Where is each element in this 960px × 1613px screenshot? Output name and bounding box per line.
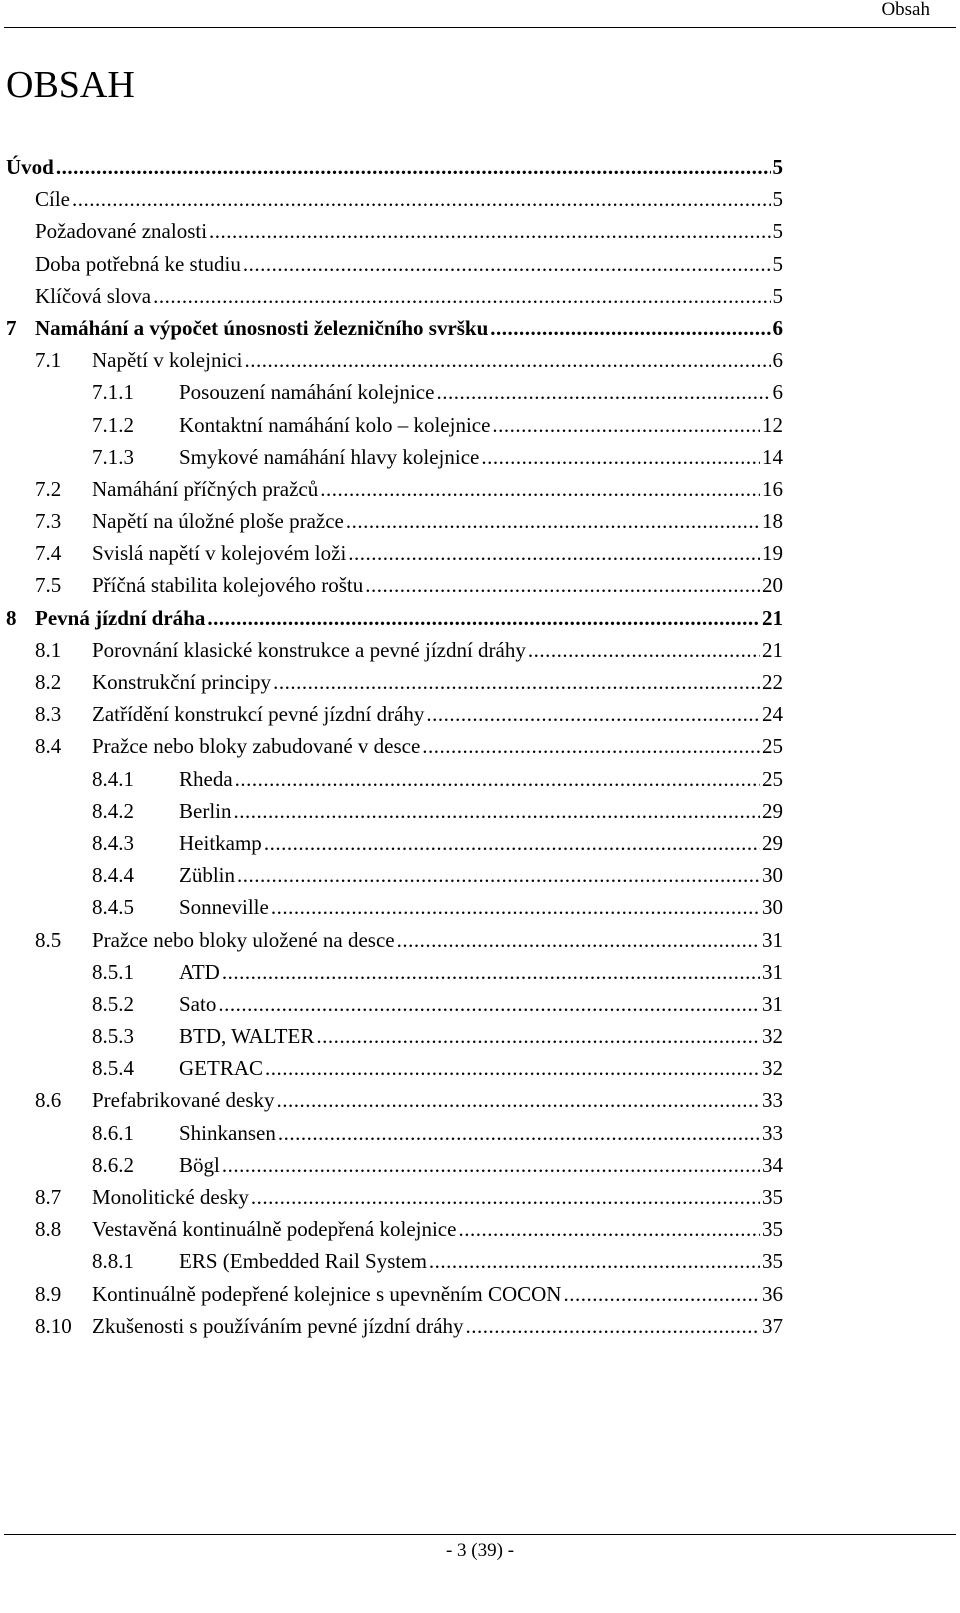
toc-leader-dots: [218, 988, 760, 1020]
toc-entry[interactable]: [6, 1278, 783, 1310]
toc-entry[interactable]: [6, 795, 783, 827]
toc-entry-number: 8.3: [35, 702, 62, 727]
toc-entry-page: 14: [762, 444, 783, 469]
toc-entry-title: Shinkansen: [179, 1120, 276, 1145]
toc-entry-title: BTD, WALTER: [179, 1024, 315, 1049]
toc-entry[interactable]: [6, 280, 783, 312]
toc-leader-dots: [209, 215, 770, 247]
toc-entry-page: 24: [762, 702, 783, 727]
toc-entry[interactable]: [6, 1084, 783, 1116]
toc-entry-number: 8.5.2: [92, 991, 134, 1016]
toc-leader-dots: [397, 924, 760, 956]
toc-entry[interactable]: [6, 505, 783, 537]
toc-leader-dots: [234, 795, 761, 827]
toc-entry[interactable]: [6, 1020, 783, 1052]
toc-entry-page: 30: [762, 895, 783, 920]
toc-entry-number: 8.4.1: [92, 766, 134, 791]
toc-entry[interactable]: [6, 441, 783, 473]
toc-entry-page: 31: [762, 959, 783, 984]
toc-leader-dots: [348, 537, 760, 569]
toc-entry-page: 6: [772, 315, 783, 340]
toc-entry-title: Porovnání klasické konstrukce a pevné jízdní dráhy: [92, 637, 526, 662]
toc-entry-title: ERS (Embedded Rail System: [179, 1249, 427, 1274]
toc-entry-title: Namáhání a výpočet únosnosti železničního svršku: [35, 315, 489, 340]
toc-entry-page: 31: [762, 991, 783, 1016]
toc-entry-number: 8.1: [35, 637, 62, 662]
toc-entry[interactable]: [6, 473, 783, 505]
toc-entry-page: 32: [762, 1024, 783, 1049]
toc-entry-number: 8.5: [35, 927, 62, 952]
toc-entry[interactable]: [6, 312, 783, 344]
toc-entry-title: Doba potřebná ke studiu: [35, 251, 241, 276]
toc-entry-page: 21: [762, 637, 783, 662]
toc-entry-page: 37: [762, 1313, 783, 1338]
toc-entry[interactable]: [6, 1310, 783, 1342]
toc-entry-title: Svislá napětí v kolejovém loži: [92, 541, 347, 566]
toc-leader-dots: [481, 441, 760, 473]
toc-entry-page: 22: [762, 670, 783, 694]
toc-entry-page: 6: [772, 348, 783, 373]
toc-entry[interactable]: [6, 827, 783, 859]
toc-leader-dots: [265, 1052, 760, 1084]
toc-leader-dots: [207, 602, 760, 634]
toc-entry[interactable]: [6, 698, 783, 730]
toc-entry[interactable]: [6, 988, 783, 1020]
toc-entry-title: Vestavěná kontinuálně podepřená kolejnice: [92, 1217, 457, 1242]
toc-entry-number: 7.3: [35, 509, 62, 534]
toc-entry-page: 5: [772, 283, 783, 308]
toc-leader-dots: [222, 1149, 760, 1181]
toc-entry-title: Sato: [179, 991, 217, 1016]
toc-leader-dots: [490, 312, 770, 344]
toc-entry-title: Zkušenosti s používáním pevné jízdní dráhy: [92, 1313, 464, 1338]
toc-entry-page: 32: [762, 1056, 783, 1081]
toc-entry-title: Heitkamp: [179, 830, 262, 855]
toc-entry-title: Požadované znalosti: [35, 219, 208, 244]
toc-entry-page: 19: [762, 541, 783, 566]
toc-entry-number: 7.1.3: [92, 444, 134, 469]
toc-leader-dots: [244, 344, 770, 376]
toc-entry-page: 33: [762, 1120, 783, 1145]
toc-entry[interactable]: [6, 215, 783, 247]
toc-entry[interactable]: [6, 1149, 783, 1181]
toc-entry-page: 21: [762, 605, 783, 630]
toc-entry[interactable]: [6, 344, 783, 376]
toc-entry[interactable]: [6, 956, 783, 988]
toc-leader-dots: [492, 409, 760, 441]
toc-leader-dots: [273, 666, 760, 698]
toc-entry-title: GETRAC: [179, 1056, 263, 1081]
toc-entry[interactable]: [6, 666, 783, 698]
running-header: Obsah: [881, 0, 930, 20]
toc-entry-number: 8.2: [35, 670, 62, 694]
toc-entry-title: Rheda: [179, 766, 233, 791]
toc-entry[interactable]: [6, 1117, 783, 1149]
toc-entry-number: 8.4: [35, 734, 62, 759]
toc-entry[interactable]: [6, 248, 783, 280]
toc-entry-number: 7.1.1: [92, 380, 134, 405]
toc-entry-title: ATD: [179, 959, 220, 984]
toc-entry-number: 8.7: [35, 1185, 62, 1209]
table-of-contents: [6, 151, 783, 1342]
toc-entry-page: 25: [762, 766, 783, 791]
toc-leader-dots: [429, 1245, 760, 1277]
toc-leader-dots: [222, 956, 760, 988]
toc-leader-dots: [277, 1084, 760, 1116]
toc-leader-dots: [153, 280, 770, 312]
toc-leader-dots: [436, 376, 770, 408]
toc-leader-dots: [528, 634, 760, 666]
toc-leader-dots: [264, 827, 760, 859]
toc-entry-page: 5: [772, 155, 783, 179]
toc-entry-title: Bögl: [179, 1152, 220, 1177]
toc-entry-title: Smykové namáhání hlavy kolejnice: [179, 444, 480, 469]
toc-entry-title: Napětí na úložné ploše pražce: [92, 509, 344, 534]
toc-entry-title: Cíle: [35, 187, 70, 212]
toc-entry[interactable]: [6, 859, 783, 891]
toc-entry-page: 16: [762, 476, 783, 501]
toc-entry[interactable]: [6, 376, 783, 408]
toc-entry[interactable]: [6, 1245, 783, 1277]
toc-entry[interactable]: [6, 537, 783, 569]
toc-entry-number: 8.10: [35, 1313, 72, 1338]
toc-entry-title: Kontaktní namáhání kolo – kolejnice: [179, 412, 491, 437]
toc-entry-title: Konstrukční principy: [92, 670, 272, 694]
toc-entry[interactable]: [6, 151, 783, 183]
toc-leader-dots: [271, 891, 760, 923]
toc-entry-page: 6: [772, 380, 783, 405]
toc-entry-page: 29: [762, 830, 783, 855]
toc-leader-dots: [466, 1310, 760, 1342]
toc-entry-number: 7.4: [35, 541, 62, 566]
toc-entry-page: 18: [762, 509, 783, 534]
page-title: OBSAH: [6, 64, 135, 106]
toc-entry-number: 8.4.5: [92, 895, 134, 920]
toc-leader-dots: [426, 698, 760, 730]
toc-entry-page: 31: [762, 927, 783, 952]
toc-entry-page: 35: [762, 1249, 783, 1274]
toc-entry-number: 8.6.1: [92, 1120, 134, 1145]
toc-entry-page: 30: [762, 863, 783, 888]
toc-entry[interactable]: [6, 891, 783, 923]
toc-entry[interactable]: [6, 763, 783, 795]
toc-entry[interactable]: [6, 183, 783, 215]
toc-leader-dots: [458, 1213, 760, 1245]
toc-entry-title: Napětí v kolejnici: [92, 348, 243, 373]
toc-entry-title: Klíčová slova: [35, 283, 152, 308]
toc-leader-dots: [346, 505, 760, 537]
toc-entry-number: 8.5.3: [92, 1024, 134, 1049]
toc-entry-page: 36: [762, 1281, 783, 1306]
toc-entry-page: 12: [762, 412, 783, 437]
toc-entry-title: Monolitické desky: [92, 1185, 249, 1209]
toc-entry-number: 8.5.1: [92, 959, 134, 984]
toc-entry-number: 8.5.4: [92, 1056, 134, 1081]
toc-entry-title: Příčná stabilita kolejového roštu: [92, 573, 364, 598]
toc-entry-page: 25: [762, 734, 783, 759]
toc-leader-dots: [237, 859, 760, 891]
toc-leader-dots: [235, 763, 760, 795]
toc-entry[interactable]: [6, 1052, 783, 1084]
toc-leader-dots: [563, 1278, 760, 1310]
toc-entry[interactable]: [6, 1213, 783, 1245]
toc-entry-page: 5: [772, 219, 783, 244]
toc-entry-title: Pražce nebo bloky zabudované v desce: [92, 734, 421, 759]
toc-entry-number: 8.8.1: [92, 1249, 134, 1274]
footer-rule: [4, 1534, 956, 1535]
toc-entry-number: 8.9: [35, 1281, 62, 1306]
toc-entry-title: Züblin: [179, 863, 235, 888]
toc-leader-dots: [243, 248, 771, 280]
toc-entry-page: 29: [762, 798, 783, 823]
toc-entry-title: Berlin: [179, 798, 232, 823]
toc-leader-dots: [278, 1117, 760, 1149]
toc-entry-number: 8.6: [35, 1088, 62, 1113]
toc-entry[interactable]: [6, 569, 783, 601]
toc-entry-title: Sonneville: [179, 895, 269, 920]
header-rule: [4, 27, 956, 28]
toc-entry-title: Namáhání příčných pražců: [92, 476, 319, 501]
toc-entry-number: 7: [6, 315, 17, 340]
toc-entry-page: 34: [762, 1152, 783, 1177]
toc-entry-page: 5: [772, 251, 783, 276]
toc-entry-number: 8.6.2: [92, 1152, 134, 1177]
toc-entry-number: 8.4.4: [92, 863, 134, 888]
toc-entry[interactable]: [6, 1181, 783, 1213]
toc-entry[interactable]: [6, 634, 783, 666]
toc-entry[interactable]: [6, 730, 783, 762]
toc-entry-number: 7.5: [35, 573, 62, 598]
toc-entry-title: Kontinuálně podepřené kolejnice s upevněním COCON: [92, 1281, 562, 1306]
toc-entry-number: 7.1: [35, 348, 62, 373]
toc-entry-number: 7.1.2: [92, 412, 134, 437]
toc-entry-title: Pevná jízdní dráha: [35, 605, 206, 630]
toc-entry-number: 8.4.2: [92, 798, 134, 823]
toc-entry-page: 5: [772, 187, 783, 212]
toc-entry-title: Zatřídění konstrukcí pevné jízdní dráhy: [92, 702, 425, 727]
toc-entry-page: 33: [762, 1088, 783, 1113]
toc-entry[interactable]: [6, 602, 783, 634]
toc-entry-number: 8: [6, 605, 17, 630]
toc-leader-dots: [422, 730, 760, 762]
toc-entry-title: Pražce nebo bloky uložené na desce: [92, 927, 395, 952]
toc-leader-dots: [365, 569, 760, 601]
toc-entry-title: Prefabrikované desky: [92, 1088, 275, 1113]
toc-leader-dots: [72, 183, 771, 215]
toc-leader-dots: [316, 1020, 760, 1052]
toc-entry-page: 35: [762, 1185, 783, 1209]
toc-leader-dots: [56, 151, 771, 183]
toc-leader-dots: [251, 1181, 760, 1213]
toc-entry-page: 20: [762, 573, 783, 598]
toc-entry-title: Posouzení namáhání kolejnice: [179, 380, 435, 405]
toc-entry-number: 8.8: [35, 1217, 62, 1242]
toc-entry-title: Úvod: [6, 155, 54, 179]
page-number: - 3 (39) -: [445, 1540, 515, 1561]
toc-leader-dots: [320, 473, 760, 505]
toc-entry-number: 7.2: [35, 476, 62, 501]
toc-entry[interactable]: [6, 924, 783, 956]
toc-entry-page: 35: [762, 1217, 783, 1242]
toc-entry-number: 8.4.3: [92, 830, 134, 855]
toc-entry[interactable]: [6, 409, 783, 441]
